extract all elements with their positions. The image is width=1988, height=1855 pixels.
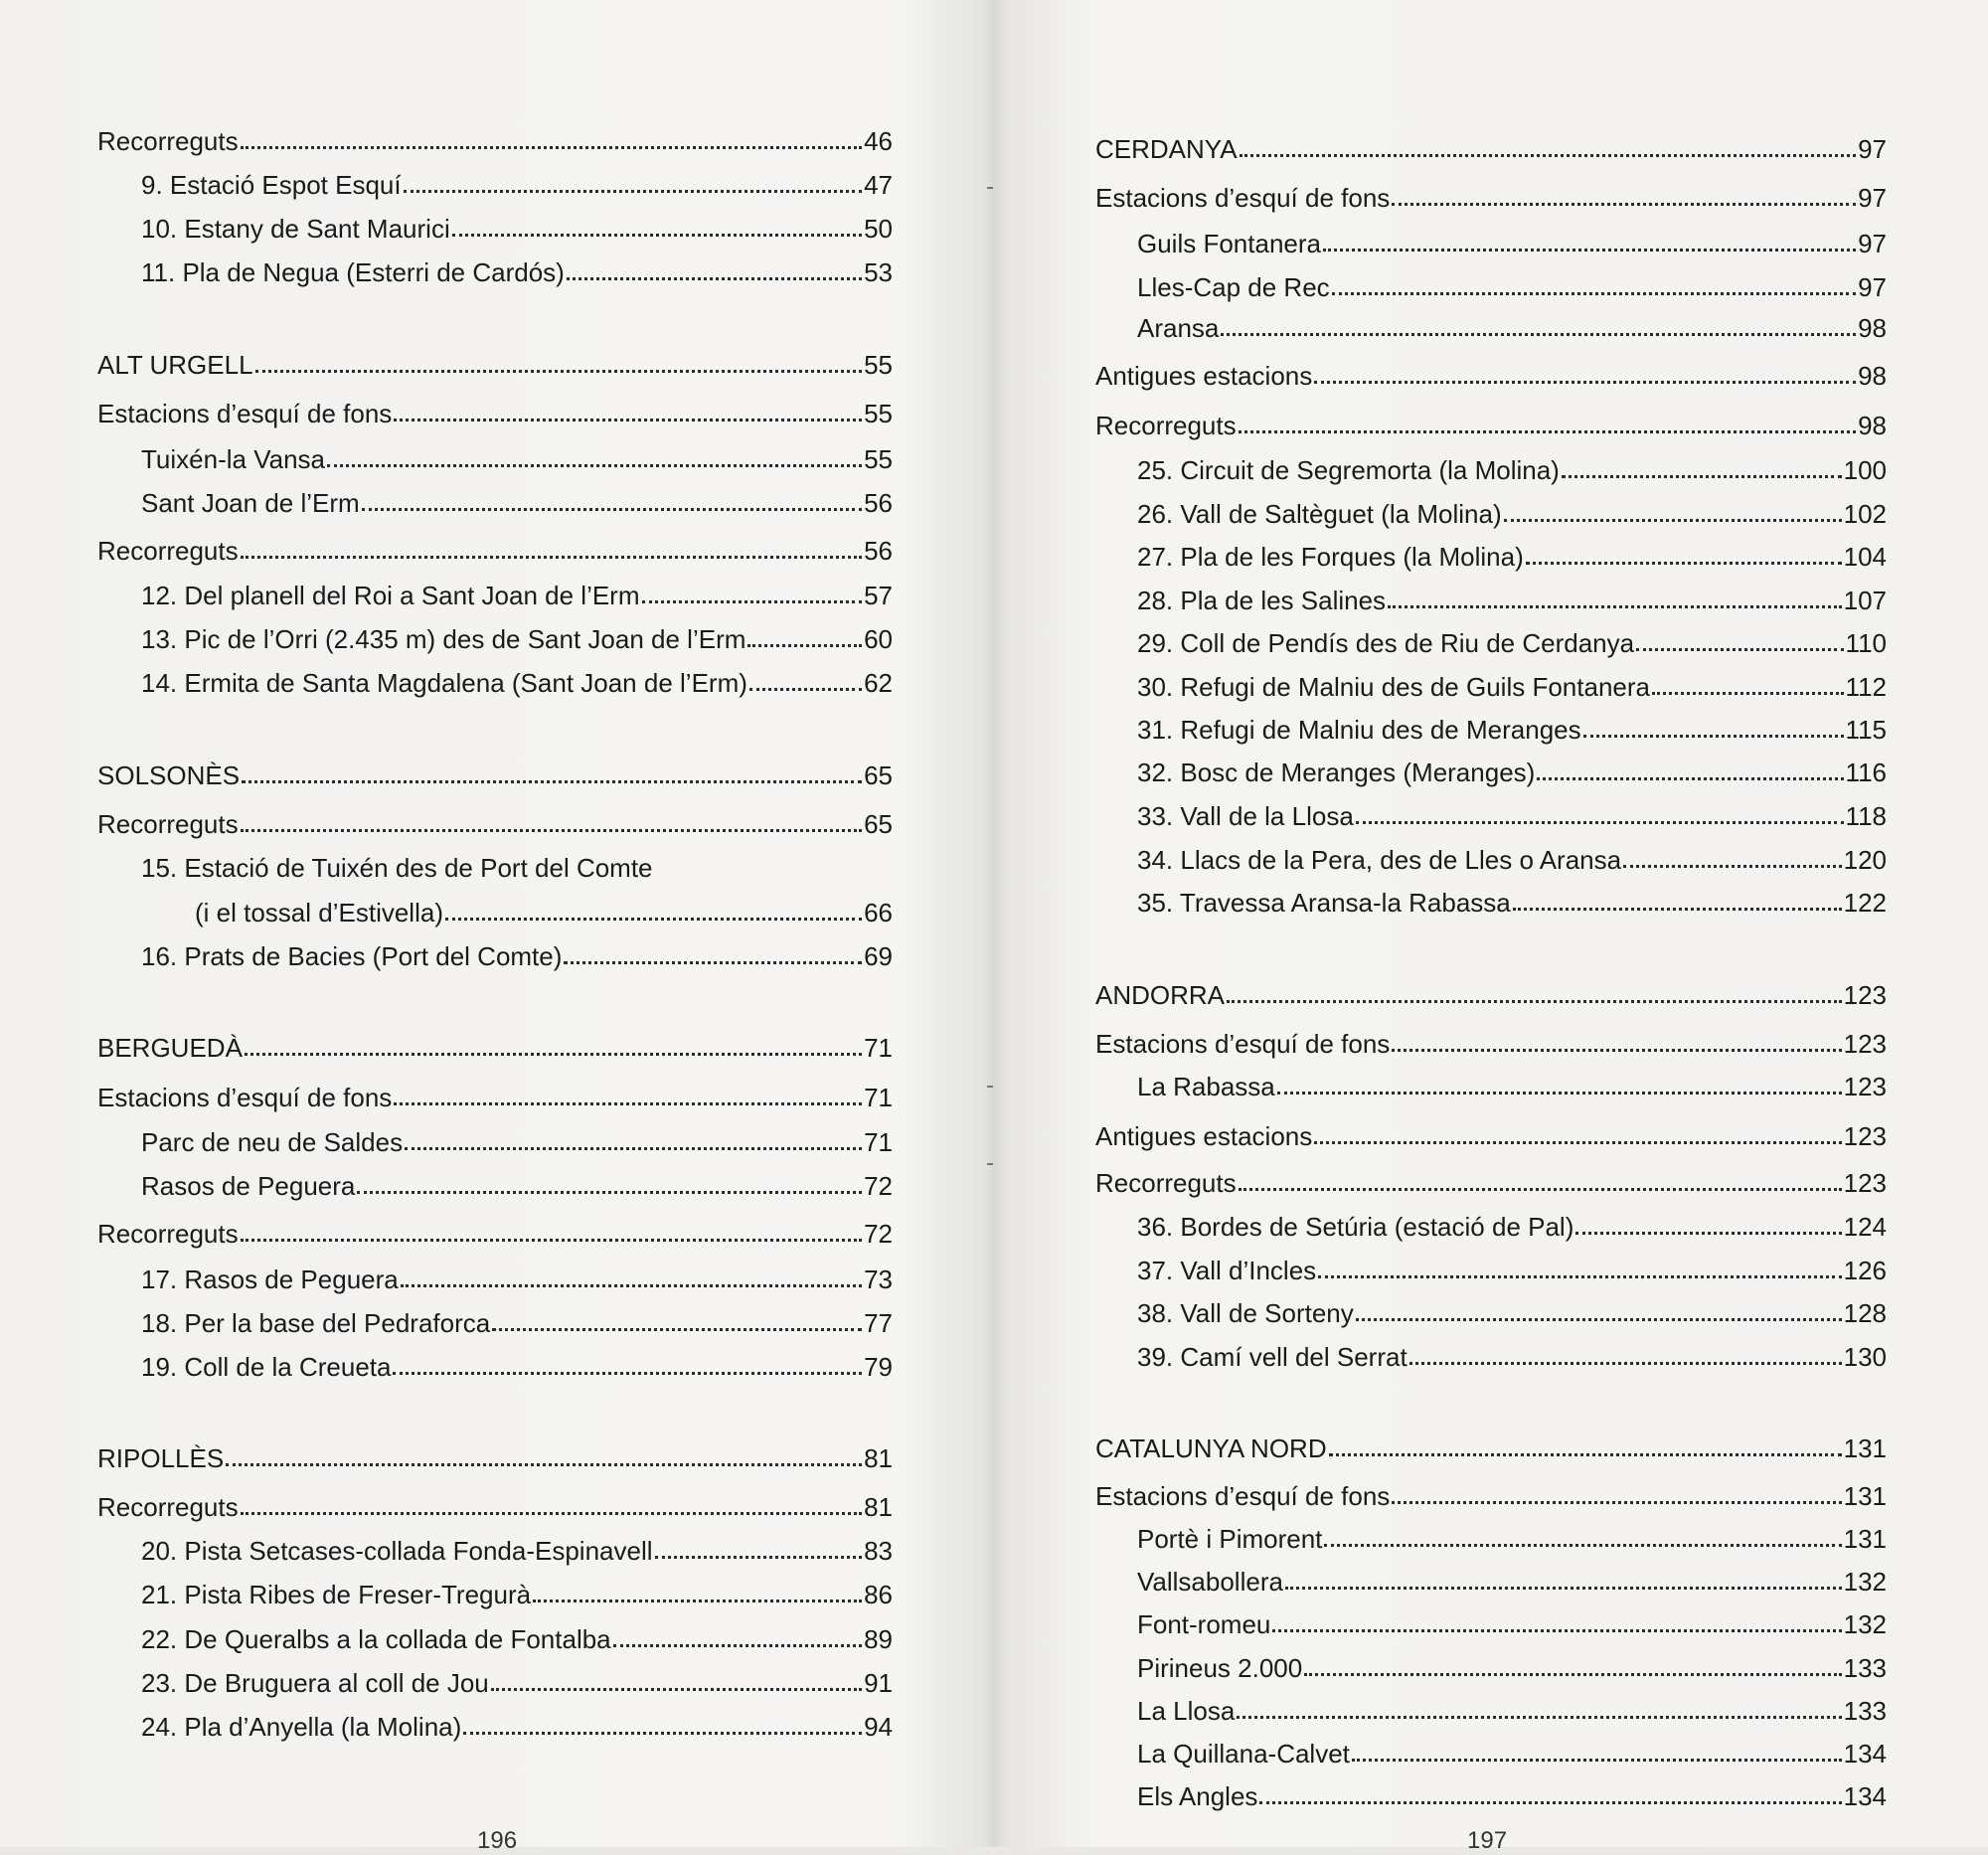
dot-leader [394, 1102, 862, 1105]
dot-leader [1285, 1587, 1842, 1590]
toc-entry-page-number: 72 [864, 1171, 893, 1201]
toc-entry-page-number: 57 [864, 581, 893, 610]
dot-leader [642, 600, 863, 603]
dot-leader [1323, 249, 1856, 252]
toc-entry [1137, 1297, 1887, 1329]
toc-entry [141, 623, 893, 655]
toc-entry-title: Lles-Cap de Rec [1137, 272, 1330, 302]
toc-entry-page-number: 77 [864, 1308, 893, 1338]
toc-entry-page-number: 123 [1843, 1168, 1887, 1198]
dot-leader [749, 688, 862, 691]
dot-leader [393, 1372, 862, 1375]
toc-entry-title: 32. Bosc de Meranges (Meranges) [1137, 758, 1536, 787]
dot-leader [463, 1732, 862, 1735]
toc-entry [1137, 1523, 1887, 1555]
toc-entry [1137, 800, 1887, 832]
dot-leader [241, 1512, 862, 1515]
toc-entry [141, 1623, 893, 1655]
dot-leader [401, 1284, 862, 1287]
toc-entry [1137, 1255, 1887, 1286]
toc-entry-title: 33. Vall de la Llosa [1137, 801, 1354, 831]
page-number-left: 196 [477, 1827, 518, 1854]
toc-entry-title: 35. Travessa Aransa-la Rabassa [1137, 888, 1511, 918]
toc-entry [1095, 979, 1887, 1011]
toc-entry [141, 1667, 893, 1699]
dot-leader [1513, 908, 1842, 911]
toc-entry-title: Guils Fontanera [1137, 229, 1321, 258]
dot-leader [1314, 381, 1856, 384]
right-page [994, 0, 1988, 1854]
dot-leader [492, 1328, 862, 1331]
toc-entry [141, 487, 893, 519]
toc-entry [1137, 714, 1887, 746]
toc-entry-title: Recorreguts [97, 126, 239, 156]
toc-entry [1137, 585, 1887, 616]
toc-entry-title: 27. Pla de les Forques (la Molina) [1137, 542, 1524, 572]
dot-leader [491, 1688, 862, 1691]
toc-entry [1095, 1480, 1887, 1512]
toc-entry-page-number: 97 [1858, 272, 1887, 302]
toc-entry-page-number: 107 [1843, 586, 1887, 615]
dot-leader [1409, 1362, 1842, 1365]
toc-entry [1137, 1608, 1887, 1640]
toc-entry [1137, 1695, 1887, 1727]
dot-leader [452, 234, 862, 237]
toc-entry-title: Estacions d’esquí de fons [97, 1083, 393, 1112]
toc-entry [141, 169, 893, 201]
toc-entry [141, 256, 893, 288]
dot-leader [1356, 821, 1844, 824]
toc-entry-title: 13. Pic de l’Orri (2.435 m) des de Sant Joan de l’Erm [141, 624, 746, 654]
dot-leader [1237, 1716, 1841, 1719]
toc-entry-page-number: 98 [1858, 313, 1887, 343]
dot-leader [1583, 735, 1844, 738]
dot-leader [245, 1053, 862, 1056]
dot-leader [655, 1556, 863, 1559]
toc-entry-page-number: 60 [864, 624, 893, 654]
dot-leader [567, 277, 862, 280]
dot-leader [241, 1239, 862, 1242]
dot-leader [1329, 1453, 1842, 1456]
toc-entry [141, 1579, 893, 1610]
toc-entry-page-number: 89 [864, 1624, 893, 1654]
toc-entry-title: 29. Coll de Pendís des de Riu de Cerdanya [1137, 628, 1635, 658]
dot-leader [1240, 154, 1857, 157]
dot-leader [1332, 292, 1856, 295]
toc-entry [141, 1307, 893, 1339]
toc-entry-title: 12. Del planell del Roi a Sant Joan de l’Erm [141, 581, 640, 610]
toc-entry [141, 1351, 893, 1383]
toc-entry [1137, 1341, 1887, 1373]
toc-entry-title: 11. Pla de Negua (Esterri de Cardós) [141, 257, 565, 287]
dot-leader [255, 370, 863, 373]
toc-entry-page-number: 131 [1843, 1524, 1887, 1554]
toc-entry [1137, 671, 1887, 703]
toc-entry-page-number: 65 [864, 809, 893, 839]
toc-entry-page-number: 71 [864, 1083, 893, 1112]
toc-entry-title: 21. Pista Ribes de Freser-Tregurà [141, 1580, 532, 1609]
dot-leader [1314, 1141, 1841, 1144]
toc-entry [97, 125, 893, 157]
toc-entry-page-number: 104 [1843, 542, 1887, 572]
toc-entry-page-number: 73 [864, 1265, 893, 1294]
toc-entry-page-number: 110 [1845, 628, 1887, 658]
toc-entry [141, 443, 893, 475]
toc-entry [195, 897, 893, 928]
toc-entry-page-number: 115 [1845, 715, 1887, 745]
toc-entry-title: (i el tossal d’Estivella) [195, 898, 443, 928]
toc-entry-page-number: 55 [864, 399, 893, 428]
toc-entry [1137, 498, 1887, 530]
toc-entry-title: Font-romeu [1137, 1609, 1271, 1639]
toc-entry [141, 580, 893, 611]
toc-entry [141, 1170, 893, 1202]
toc-entry-page-number: 97 [1858, 134, 1887, 164]
toc-entry-page-number: 62 [864, 668, 893, 698]
dot-leader [1575, 1232, 1841, 1235]
toc-entry-page-number: 123 [1843, 1072, 1887, 1101]
dot-leader [242, 780, 862, 783]
toc-entry-page-number: 71 [864, 1127, 893, 1157]
toc-entry-title: Estacions d’esquí de fons [1095, 183, 1391, 213]
toc-entry [1137, 844, 1887, 876]
toc-entry-title: 17. Rasos de Peguera [141, 1265, 399, 1294]
toc-entry-title: 36. Bordes de Setúria (estació de Pal) [1137, 1212, 1574, 1242]
toc-entry [97, 349, 893, 381]
toc-entry-page-number: 55 [864, 444, 893, 474]
toc-entry-title: Recorreguts [97, 1219, 239, 1249]
toc-entry [97, 1082, 893, 1113]
toc-entry [1095, 1028, 1887, 1060]
dot-leader [1356, 1318, 1842, 1321]
toc-entry-page-number: 98 [1858, 361, 1887, 391]
toc-entry-page-number: 94 [864, 1712, 893, 1742]
toc-entry-page-number: 79 [864, 1352, 893, 1382]
toc-entry-title: 26. Vall de Saltèguet (la Molina) [1137, 499, 1502, 529]
toc-entry-page-number: 132 [1843, 1567, 1887, 1597]
toc-entry-title: Recorreguts [1095, 1168, 1237, 1198]
toc-entry-page-number: 71 [864, 1033, 893, 1063]
dot-leader [226, 1463, 862, 1466]
dot-leader [1318, 1275, 1841, 1278]
toc-entry-page-number: 130 [1843, 1342, 1887, 1372]
toc-entry [1095, 182, 1887, 214]
toc-entry-title: 20. Pista Setcases-collada Fonda-Espinavell [141, 1536, 653, 1566]
dot-leader [1304, 1673, 1841, 1676]
toc-entry-title: 15. Estació de Tuixén des de Port del Comte [141, 853, 653, 883]
toc-entry-page-number: 133 [1843, 1653, 1887, 1683]
toc-entry-title: 19. Coll de la Creueta [141, 1352, 392, 1382]
toc-entry [1137, 1780, 1887, 1812]
toc-entry-title: 25. Circuit de Segremorta (la Molina) [1137, 455, 1560, 485]
toc-entry-title: 37. Vall d’Incles [1137, 1256, 1317, 1285]
toc-entry-page-number: 86 [864, 1580, 893, 1609]
dot-leader [445, 918, 862, 921]
dot-leader [1526, 562, 1842, 565]
gutter-mark [987, 1163, 993, 1165]
dot-leader [1562, 475, 1842, 478]
dot-leader [1239, 1188, 1842, 1191]
toc-entry [1137, 627, 1887, 659]
dot-leader [394, 419, 862, 422]
dot-leader [241, 556, 862, 559]
toc-entry [141, 1535, 893, 1567]
dot-leader [241, 146, 862, 149]
gutter-mark [987, 1086, 993, 1088]
toc-entry-title: 22. De Queralbs a la collada de Fontalba [141, 1624, 611, 1654]
toc-entry-page-number: 72 [864, 1219, 893, 1249]
dot-leader [1623, 865, 1842, 868]
toc-entry-title: 38. Vall de Sorteny [1137, 1298, 1354, 1328]
toc-entry [141, 1711, 893, 1743]
toc-entry-page-number: 131 [1843, 1433, 1887, 1463]
dot-leader [1227, 1000, 1842, 1003]
toc-entry-page-number: 126 [1843, 1256, 1887, 1285]
gutter-mark [987, 187, 993, 189]
dot-leader [241, 829, 862, 832]
toc-entry-title: SOLSONÈS [97, 760, 241, 790]
dot-leader [327, 464, 862, 467]
toc-entry-page-number: 47 [864, 170, 893, 200]
toc-entry-title: Aransa [1137, 313, 1220, 343]
toc-entry-page-number: 118 [1845, 801, 1887, 831]
toc-entry-page-number: 98 [1858, 411, 1887, 440]
toc-entry [1095, 1120, 1887, 1152]
toc-entry-page-number: 122 [1843, 888, 1887, 918]
toc-entry-title: 31. Refugi de Malniu des de Meranges [1137, 715, 1581, 745]
toc-entry-title: CERDANYA [1095, 134, 1238, 164]
toc-entry-page-number: 97 [1858, 183, 1887, 213]
toc-entry [141, 667, 893, 699]
toc-entry-title: 18. Per la base del Pedraforca [141, 1308, 491, 1338]
toc-entry-title: Pirineus 2.000 [1137, 1653, 1303, 1683]
toc-entry-page-number: 132 [1843, 1609, 1887, 1639]
toc-entry [1137, 887, 1887, 919]
dot-leader [1239, 430, 1856, 433]
toc-entry-page-number: 81 [864, 1443, 893, 1473]
toc-entry-title: La Quillana-Calvet [1137, 1739, 1350, 1769]
dot-leader [1272, 1629, 1841, 1632]
toc-entry-page-number: 55 [864, 350, 893, 380]
toc-entry [97, 1491, 893, 1523]
toc-entry-title: Tuixén-la Vansa [141, 444, 325, 474]
toc-entry [1137, 541, 1887, 573]
toc-entry-title: Portè i Pimorent [1137, 1524, 1323, 1554]
toc-entry-title: ALT URGELL [97, 350, 253, 380]
dot-leader [1392, 203, 1856, 206]
toc-entry-title: 39. Camí vell del Serrat [1137, 1342, 1408, 1372]
toc-entry-page-number: 133 [1843, 1696, 1887, 1726]
toc-entry-title: 10. Estany de Sant Maurici [141, 214, 450, 244]
toc-entry-title: Sant Joan de l’Erm [141, 488, 360, 518]
toc-entry-title: Recorreguts [97, 809, 239, 839]
toc-entry-page-number: 100 [1843, 455, 1887, 485]
toc-entry-title: Antigues estacions [1095, 1121, 1313, 1151]
toc-entry-title: Rasos de Peguera [141, 1171, 356, 1201]
toc-entry-page-number: 46 [864, 126, 893, 156]
toc-entry-page-number: 97 [1858, 229, 1887, 258]
toc-entry-title: RIPOLLÈS [97, 1443, 225, 1473]
toc-entry [141, 1264, 893, 1295]
dot-leader [1636, 648, 1843, 651]
toc-entry-page-number: 50 [864, 214, 893, 244]
toc-entry-title: Antigues estacions [1095, 361, 1313, 391]
toc-entry [141, 940, 893, 972]
dot-leader [357, 1191, 862, 1194]
toc-entry-page-number: 124 [1843, 1212, 1887, 1242]
toc-entry-title: 16. Prats de Bacies (Port del Comte) [141, 941, 563, 971]
toc-entry [1095, 1167, 1887, 1199]
toc-entry-title: Estacions d’esquí de fons [1095, 1029, 1391, 1059]
toc-entry-page-number: 65 [864, 760, 893, 790]
toc-entry [97, 808, 893, 840]
toc-entry-title: 24. Pla d’Anyella (la Molina) [141, 1712, 462, 1742]
toc-entry [1137, 228, 1887, 259]
dot-leader [1221, 333, 1856, 336]
toc-entry-title: La Rabassa [1137, 1072, 1275, 1101]
dot-leader [1324, 1544, 1841, 1547]
page-number-right: 197 [1467, 1827, 1508, 1854]
toc-entry [97, 1442, 893, 1474]
toc-entry [1095, 410, 1887, 441]
dot-leader [564, 961, 862, 964]
toc-entry-page-number: 83 [864, 1536, 893, 1566]
toc-entry-page-number: 123 [1843, 1029, 1887, 1059]
toc-entry [1137, 1566, 1887, 1598]
toc-entry-page-number: 53 [864, 257, 893, 287]
dot-leader [1392, 1049, 1841, 1052]
dot-leader [1388, 605, 1842, 608]
toc-entry [97, 535, 893, 567]
toc-entry [1137, 1738, 1887, 1770]
toc-entry-title: 28. Pla de les Salines [1137, 586, 1387, 615]
toc-entry-title: 9. Estació Espot Esquí [141, 170, 402, 200]
toc-entry-page-number: 134 [1843, 1739, 1887, 1769]
toc-entry [141, 852, 893, 884]
toc-entry-title: Recorreguts [97, 536, 239, 566]
toc-entry-page-number: 123 [1843, 1121, 1887, 1151]
toc-entry [97, 759, 893, 791]
toc-entry [97, 398, 893, 429]
toc-entry-title: CATALUNYA NORD [1095, 1433, 1327, 1463]
dot-leader [362, 508, 862, 511]
toc-entry [97, 1032, 893, 1064]
toc-entry [1095, 1433, 1887, 1464]
dot-leader [405, 1147, 862, 1150]
toc-entry [1095, 360, 1887, 392]
toc-entry-page-number: 134 [1843, 1781, 1887, 1811]
dot-leader [613, 1644, 862, 1647]
left-page [0, 0, 994, 1854]
toc-entry-title: Els Angles [1137, 1781, 1258, 1811]
toc-entry-page-number: 56 [864, 488, 893, 518]
toc-entry-page-number: 116 [1845, 758, 1887, 787]
toc-entry [1137, 1652, 1887, 1684]
toc-entry-page-number: 66 [864, 898, 893, 928]
dot-leader [1392, 1501, 1841, 1504]
toc-entry-title: 30. Refugi de Malniu des de Guils Fontanera [1137, 672, 1650, 702]
toc-entry-title: La Llosa [1137, 1696, 1236, 1726]
toc-entry-page-number: 91 [864, 1668, 893, 1698]
toc-entry [1095, 133, 1887, 165]
toc-entry-title: ANDORRA [1095, 980, 1226, 1010]
dot-leader [1537, 777, 1843, 780]
toc-entry-page-number: 131 [1843, 1481, 1887, 1511]
toc-entry-title: Recorreguts [1095, 411, 1237, 440]
toc-entry [141, 213, 893, 245]
toc-entry-title: BERGUEDÀ [97, 1033, 243, 1063]
toc-entry-page-number: 123 [1843, 980, 1887, 1010]
toc-entry-page-number: 128 [1843, 1298, 1887, 1328]
toc-entry [141, 1126, 893, 1158]
toc-entry-title: Parc de neu de Saldes [141, 1127, 404, 1157]
toc-entry-title: 34. Llacs de la Pera, des de Lles o Aransa [1137, 845, 1622, 875]
toc-entry-page-number: 112 [1845, 672, 1887, 702]
toc-entry-title: 14. Ermita de Santa Magdalena (Sant Joan de l’Erm) [141, 668, 747, 698]
toc-entry-title: Vallsabollera [1137, 1567, 1283, 1597]
dot-leader [533, 1600, 862, 1602]
toc-entry-title: Estacions d’esquí de fons [97, 399, 393, 428]
dot-leader [1352, 1759, 1842, 1762]
toc-entry [1137, 757, 1887, 788]
toc-entry [1137, 454, 1887, 486]
toc-entry [1137, 312, 1887, 344]
toc-entry-page-number: 102 [1843, 499, 1887, 529]
dot-leader [1652, 692, 1844, 695]
toc-entry [97, 1218, 893, 1250]
toc-entry-page-number: 69 [864, 941, 893, 971]
dot-leader [404, 190, 862, 193]
toc-entry-title: 23. De Bruguera al coll de Jou [141, 1668, 489, 1698]
toc-entry-title: Estacions d’esquí de fons [1095, 1481, 1391, 1511]
dot-leader [747, 644, 862, 647]
toc-entry-page-number: 81 [864, 1492, 893, 1522]
toc-entry [1137, 1071, 1887, 1102]
dot-leader [1504, 519, 1842, 522]
toc-entry-page-number: 56 [864, 536, 893, 566]
toc-entry [1137, 1211, 1887, 1243]
toc-entry-page-number: 120 [1843, 845, 1887, 875]
dot-leader [1259, 1801, 1841, 1804]
toc-entry-title: Recorreguts [97, 1492, 239, 1522]
toc-entry [1137, 271, 1887, 303]
dot-leader [1277, 1092, 1842, 1095]
